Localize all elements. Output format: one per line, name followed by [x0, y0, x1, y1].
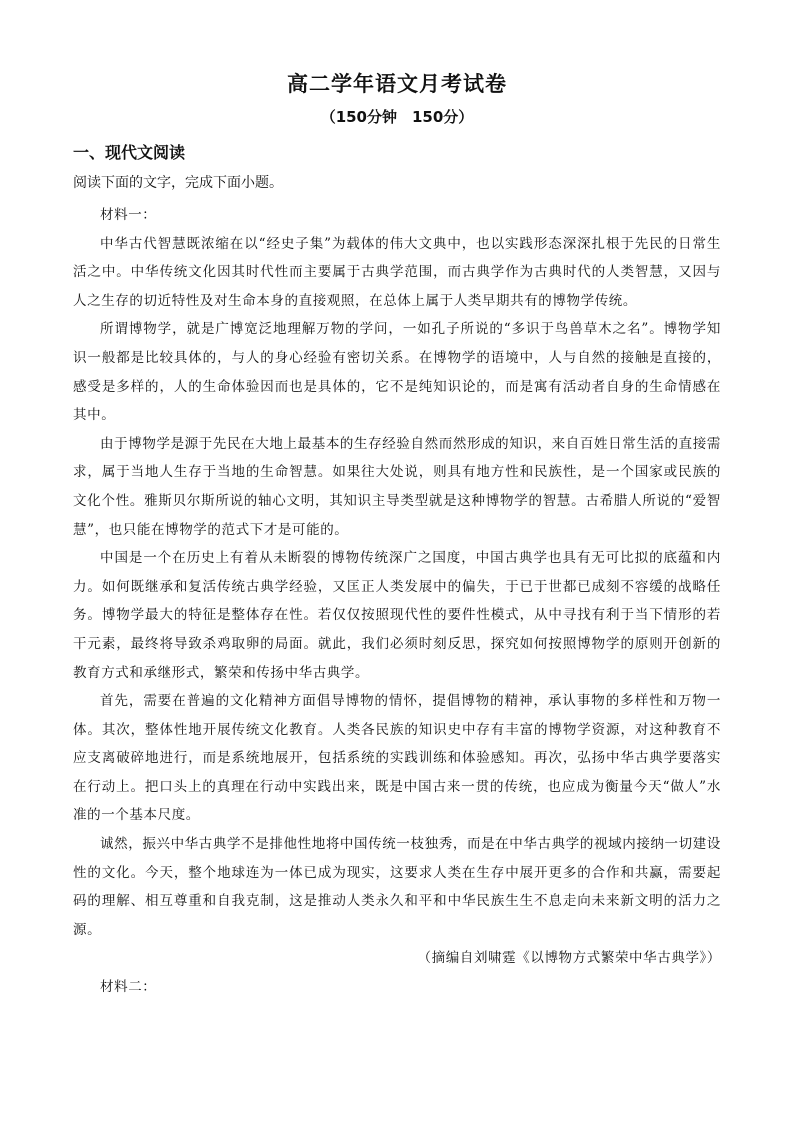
exam-duration-score: （150分钟 150分）: [320, 108, 474, 126]
page-title: 高二学年语文月考试卷: [287, 72, 507, 96]
material-1-paragraph: 由于博物学是源于先民在大地上最基本的生存经验自然而然形成的知识，来自百姓日常生活的直接需求，属于当地人生存于当地的生命智慧。如果往大处说，则具有地方性和民族性，是一个国家或民族的文化个性。雅斯贝尔斯所说的轴心文明，其知识主导类型就是这种博物学的智慧。古希腊人所说的“爱智慧”，也只能在博物学的范式下才是可能的。: [73, 435, 721, 538]
material-1-paragraph: 中华古代智慧既浓缩在以“经史子集”为载体的伟大文典中，也以实践形态深深扎根于先民的日常生活之中。中华传统文化因其时代性而主要属于古典学范围，而古典学作为古典时代的人类智慧，又因与人之生存的切近特性及对生命本身的直接观照，在总体上属于人类早期共有的博物学传统。: [73, 235, 721, 309]
reading-instruction: 阅读下面的文字，完成下面小题。: [73, 175, 283, 191]
material-2-label: 材料二：: [100, 979, 157, 996]
material-1-paragraph: 诚然，振兴中华古典学不是排他性地将中国传统一枝独秀，而是在中华古典学的视域内接纳一切建设性的文化。今天，整个地球连为一体已成为现实，这要求人类在生存中展开更多的合作和共赢，需要起码的理解、相互尊重和自我克制，这是推动人类永久和平和中华民族生生不息走向未来新文明的活力之源。: [73, 836, 721, 938]
material-1-label: 材料一：: [100, 207, 157, 223]
material-1-paragraph: 所谓博物学，就是广博宽泛地理解万物的学问，一如孔子所说的“多识于鸟兽草木之名”。博物学知识一般都是比较具体的，与人的身心经验有密切关系。在博物学的语境中，人与自然的接触是直接的，感受是多样的，人的生命体验因而也是具体的，它不是纯知识论的，而是寓有活动者自身的生命情感在其中。: [73, 321, 721, 424]
reading-passage: [73, 201, 721, 1002]
material-1-paragraph: 首先，需要在普遍的文化精神方面倡导博物的情怀，提倡博物的精神，承认事物的多样性和万物一体。其次，整体性地开展传统文化教育。人类各民族的知识史中存有丰富的博物学资源，对这种教育不应支离破碎地进行，而是系统地展开，包括系统的实践训练和体验感知。再次，弘扬中华古典学要落实在行动上。把口头上的真理在行动中实践出来，既是中国古来一贯的传统，也应成为衡量今天“做人”水准的一个基本尺度。: [73, 693, 721, 824]
section-heading: 一、现代文阅读: [73, 143, 186, 162]
material-1-paragraph: 中国是一个在历史上有着从未断裂的博物传统深广之国度，中国古典学也具有无可比拟的底蕴和内力。如何既继承和复活传统古典学经验，又匡正人类发展中的偏失，于已于世都已成刻不容缓的战略任务。博物学最大的特征是整体存在性。若仅仅按照现代性的要件性模式，从中寻找有利于当下情形的若干元素，最终将导致杀鸡取卵的局面。就此，我们必须时刻反思，探究如何按照博物学的原则开创新的教育方式和承继形式，繁荣和传扬中华古典学。: [73, 550, 721, 681]
material-1-source: （摘编自刘啸霆《以博物方式繁荣中华古典学》）: [417, 950, 721, 967]
